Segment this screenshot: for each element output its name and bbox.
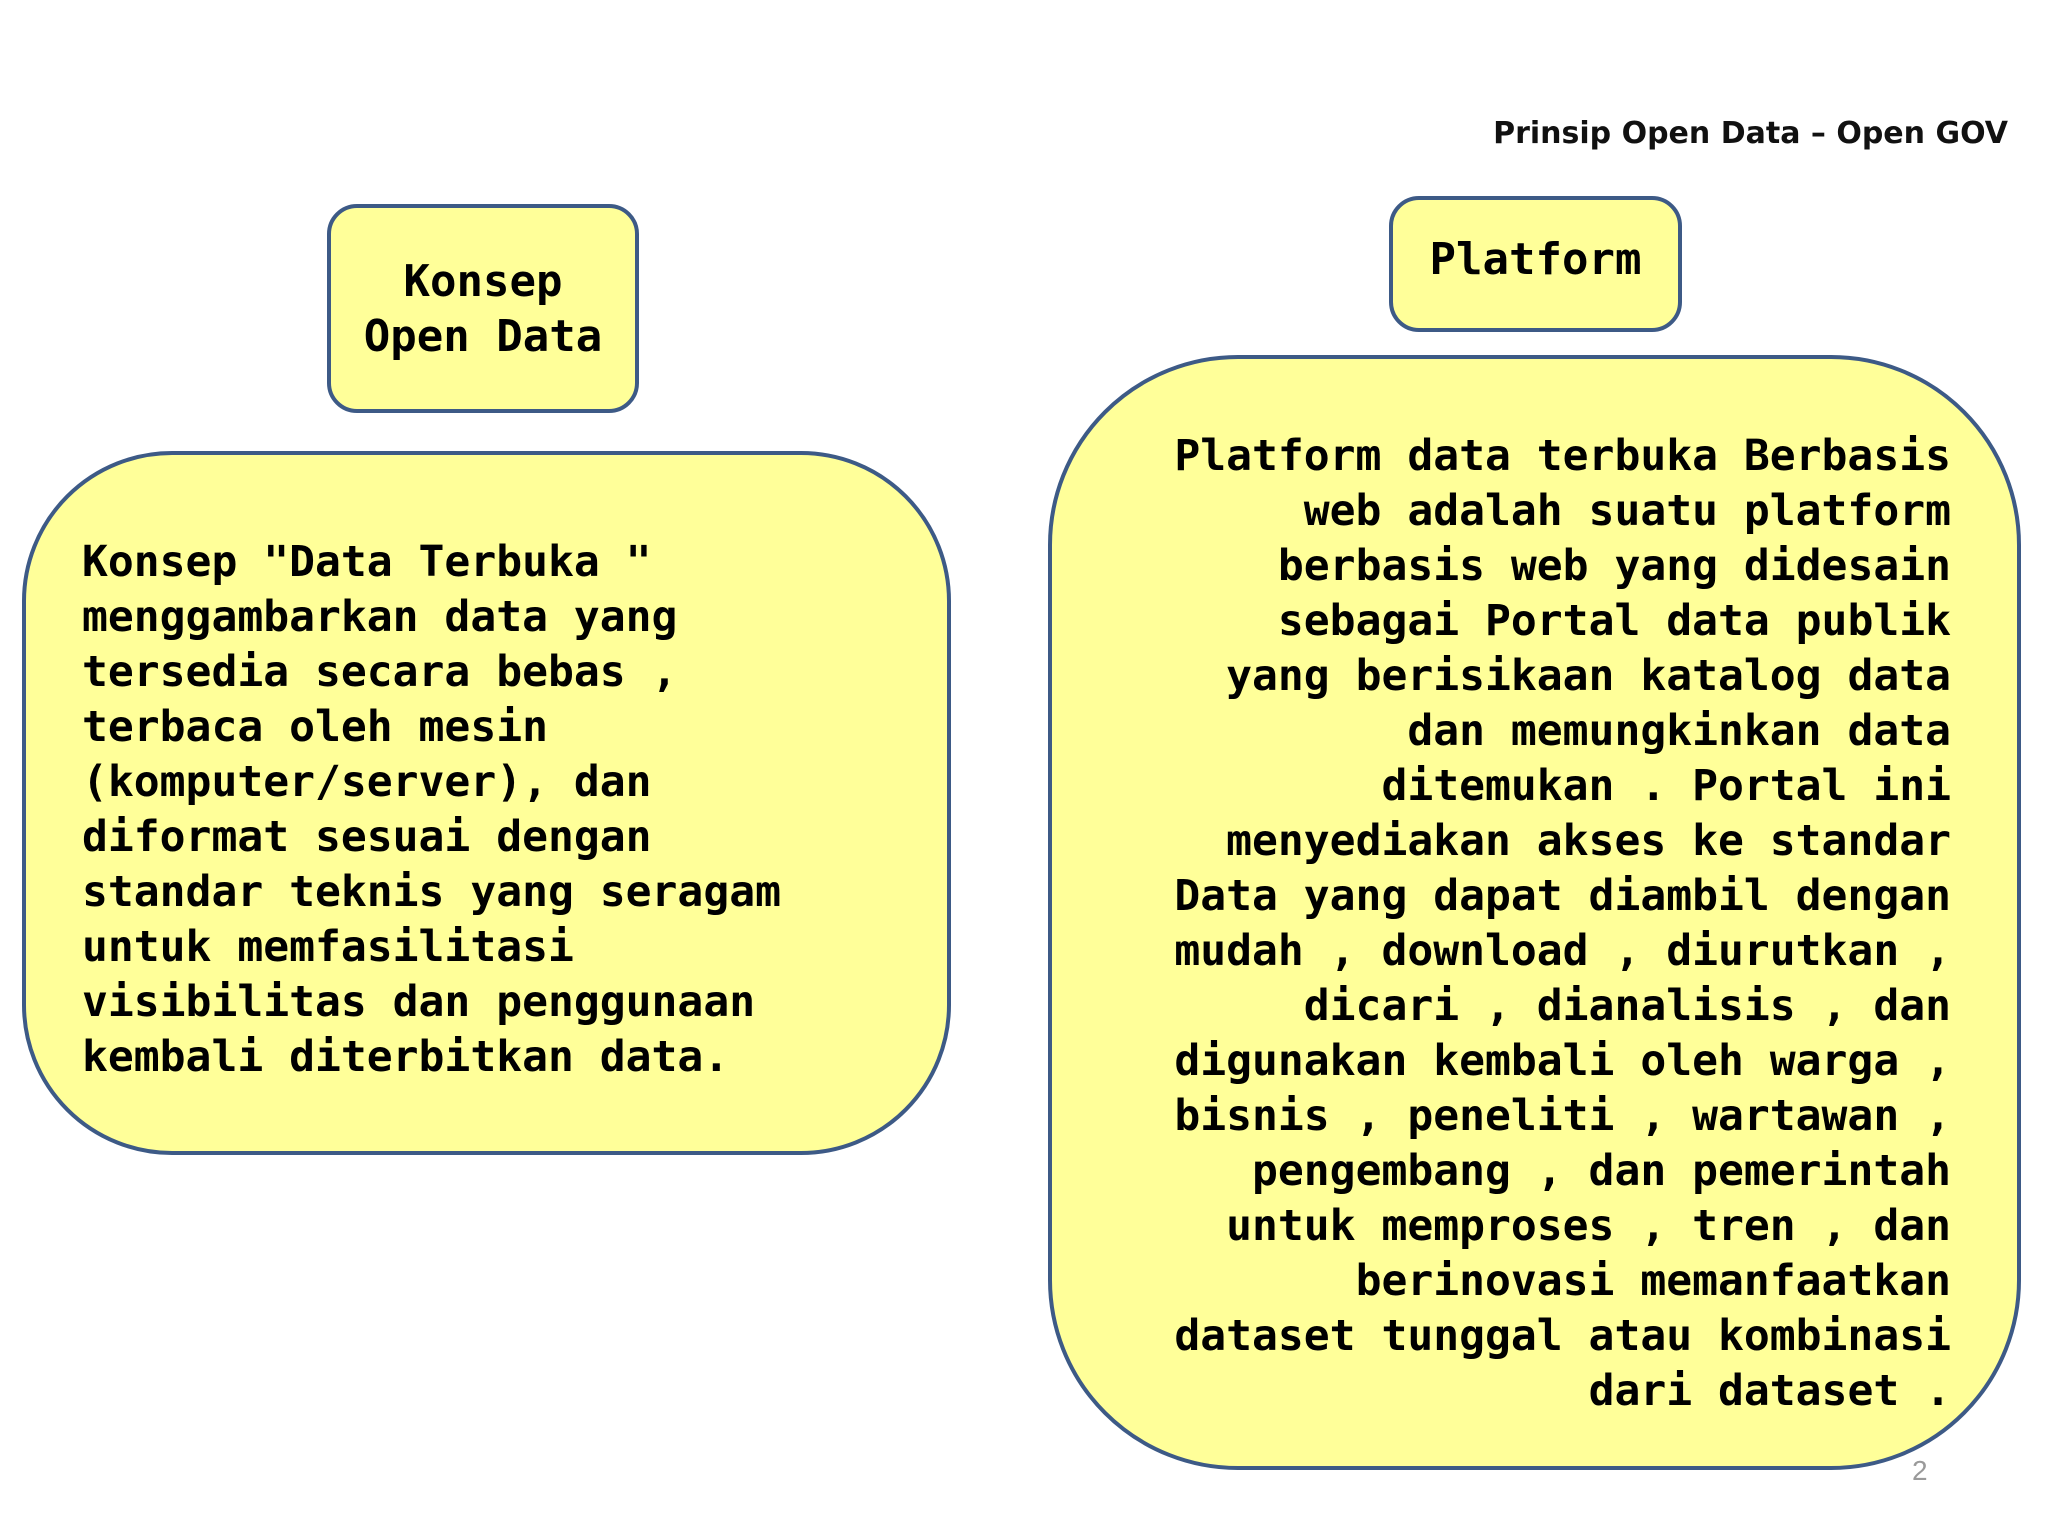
konsep-open-data-description-box: Konsep "Data Terbuka " menggambarkan data yang tersedia secara bebas , terbaca oleh mesin (komputer/server), dan diformat sesuai dengan standar teknis yang seragam untuk memfasilitasi visibilitas dan penggunaan kembali diterbitkan data. [22, 451, 951, 1155]
platform-label: Platform [1429, 233, 1642, 285]
slide-title: Prinsip Open Data – Open GOV [1493, 116, 2008, 151]
page-number: 2 [1912, 1455, 1928, 1486]
konsep-open-data-label: Konsep Open Data [363, 255, 603, 362]
platform-description-box: Platform data terbuka Berbasis web adalah suatu platform berbasis web yang didesain sebagai Portal data publik yang berisikaan katalog data dan memungkinkan data ditemukan . Portal ini menyediakan akses ke standar Data yang dapat diambil dengan mudah , download , diurutkan , dicari , dianalisis , dan digunakan kembali oleh warga , bisnis , peneliti , wartawan , pengembang , dan pemerintah untuk memproses , tren , dan berinovasi memanfaatkan dataset tunggal atau kombinasi dari dataset . [1048, 355, 2021, 1470]
konsep-open-data-label-box [327, 204, 639, 413]
platform-label-box [1389, 196, 1682, 332]
